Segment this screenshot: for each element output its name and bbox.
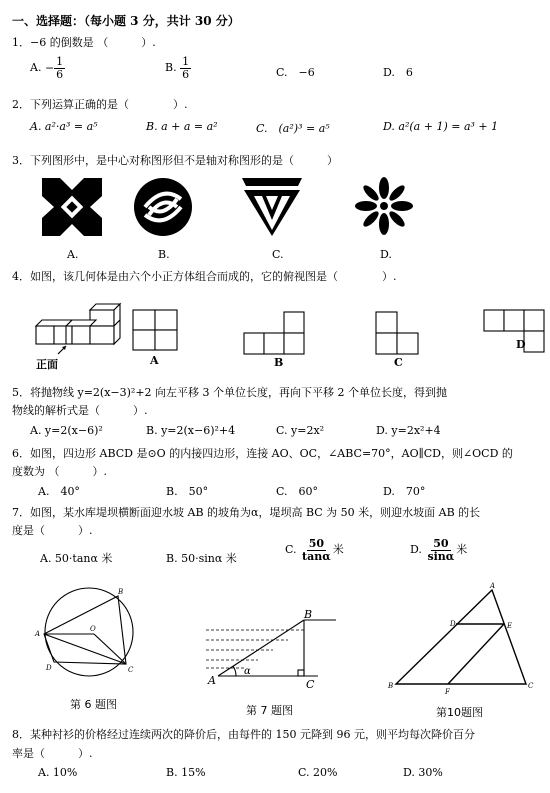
- fig6-label-a: A: [35, 630, 41, 638]
- figure-7: [206, 610, 336, 690]
- q8-option-c[interactable]: C. 20%: [298, 766, 338, 779]
- q2-option-b[interactable]: B. a + a = a²: [146, 120, 218, 133]
- q4-solid-figure: [30, 302, 130, 364]
- q3-option-a[interactable]: A.: [67, 248, 79, 261]
- q6-option-a[interactable]: A. 40°: [38, 485, 80, 498]
- q8-option-d[interactable]: D. 30%: [403, 766, 443, 779]
- q5-option-b[interactable]: B. y=2(x−6)²+4: [146, 424, 236, 437]
- question-7-stem-line1: 7．如图，某水库堤坝横断面迎水坡 AB 的坡角为α，堤坝高 BC 为 50 米，则迎水坡面 AB 的长: [12, 506, 481, 519]
- question-5-stem-line1: 5．将抛物线 y=2(x−3)²+2 向左平移 3 个单位长度，再向下平移 2 个单位长度，得到抛: [12, 386, 448, 399]
- fig7-label-alpha: α: [244, 666, 251, 677]
- fig10-label-f: F: [445, 688, 450, 696]
- question-3-stem: 3．下列图形中，是中心对称图形但不是轴对称图形的是（ ）: [12, 154, 338, 167]
- q7-option-d[interactable]: D. $\frac{50}{\sin\alpha}$ 米: [410, 537, 468, 563]
- q3-figure-a[interactable]: [42, 178, 102, 236]
- fig10-label-d: D: [450, 620, 456, 628]
- q1-option-c[interactable]: C. −6: [276, 66, 315, 79]
- fig7-label-b: B: [304, 608, 313, 621]
- q4-option-d[interactable]: D: [516, 338, 526, 351]
- q1-option-d[interactable]: D. 6: [383, 66, 413, 79]
- q5-option-a[interactable]: A. y=2(x−6)²: [30, 424, 103, 437]
- q7-option-c[interactable]: C. $\frac{50}{\tan\alpha}$ 米: [285, 537, 344, 563]
- fig7-label-a: A: [208, 674, 216, 687]
- figure-10-caption: 第10题图: [436, 706, 483, 719]
- fig6-label-o: O: [90, 625, 96, 633]
- question-1-stem: 1．−6 的倒数是 （ ）.: [12, 36, 156, 49]
- q5-option-d[interactable]: D. y=2x²+4: [376, 424, 441, 437]
- figure-6: [34, 590, 144, 674]
- fig10-label-b: B: [388, 682, 394, 690]
- q4-option-a[interactable]: A: [150, 354, 159, 367]
- fig10-label-c: C: [528, 682, 534, 690]
- q8-option-a[interactable]: A. 10%: [38, 766, 78, 779]
- q5-option-c[interactable]: C. y=2x²: [276, 424, 325, 437]
- q3-option-c[interactable]: C.: [272, 248, 284, 261]
- question-6-stem-line1: 6．如图，四边形 ABCD 是⊙O 的内接四边形，连接 AO、OC，∠ABC=70°，AO∥CD，则∠OCD 的: [12, 447, 513, 460]
- q3-option-b[interactable]: B.: [158, 248, 170, 261]
- figure-10: [388, 584, 538, 694]
- q3-figure-c[interactable]: [240, 176, 304, 238]
- q4-option-c[interactable]: C: [394, 356, 403, 369]
- section-title: 一、选择题：（每小题 3 分，共计 30 分）: [12, 14, 240, 28]
- q4-option-a-figure[interactable]: [133, 310, 177, 350]
- q7-option-a[interactable]: A. 50·tanα 米: [40, 552, 113, 565]
- question-4-stem: 4．如图，该几何体是由六个小正方体组合而成的，它的俯视图是（ ）.: [12, 270, 397, 283]
- q1-option-a[interactable]: A. − $\frac{1}{6}$: [30, 55, 64, 81]
- q6-option-b[interactable]: B. 50°: [166, 485, 209, 498]
- q6-option-d[interactable]: D. 70°: [383, 485, 426, 498]
- fig6-label-b: B: [118, 588, 124, 596]
- fig10-label-a: A: [490, 582, 496, 590]
- question-6-stem-line2: 度数为 （ ）.: [12, 465, 107, 478]
- fig6-label-d: D: [46, 664, 52, 672]
- q4-option-b-figure[interactable]: [244, 312, 304, 354]
- q4-option-d-figure[interactable]: [484, 310, 544, 352]
- figure-6-caption: 第 6 题图: [70, 698, 117, 711]
- q3-option-d[interactable]: D.: [380, 248, 392, 261]
- q4-option-b[interactable]: B: [274, 356, 284, 369]
- figure-7-caption: 第 7 题图: [246, 704, 293, 717]
- q4-front-label: 正面: [36, 358, 58, 371]
- q3-figure-b[interactable]: [133, 177, 193, 237]
- question-2-stem: 2．下列运算正确的是（ ）.: [12, 98, 188, 111]
- q2-option-d[interactable]: D. a²(a + 1) = a³ + 1: [383, 120, 499, 133]
- question-5-stem-line2: 物线的解析式是（ ）.: [12, 404, 148, 417]
- q3-figure-d[interactable]: [354, 176, 414, 236]
- q2-option-a[interactable]: A. a²·a³ = a⁵: [30, 120, 98, 133]
- q2-option-c[interactable]: C. (a²)³ = a⁵: [256, 122, 330, 135]
- fig10-label-e: E: [507, 622, 513, 630]
- q8-option-b[interactable]: B. 15%: [166, 766, 206, 779]
- fig7-label-c: C: [306, 678, 315, 691]
- question-8-stem-line2: 率是（ ）.: [12, 747, 93, 760]
- question-7-stem-line2: 度是（ ）.: [12, 524, 93, 537]
- q7-option-b[interactable]: B. 50·sinα 米: [166, 552, 237, 565]
- question-8-stem-line1: 8．某种衬衫的价格经过连续两次的降价后，由每件的 150 元降到 96 元，则平均每次降价百分: [12, 728, 475, 741]
- q4-option-c-figure[interactable]: [376, 312, 418, 354]
- q6-option-c[interactable]: C. 60°: [276, 485, 319, 498]
- fig6-label-c: C: [128, 666, 134, 674]
- q1-option-b[interactable]: B. $\frac{1}{6}$: [165, 55, 190, 81]
